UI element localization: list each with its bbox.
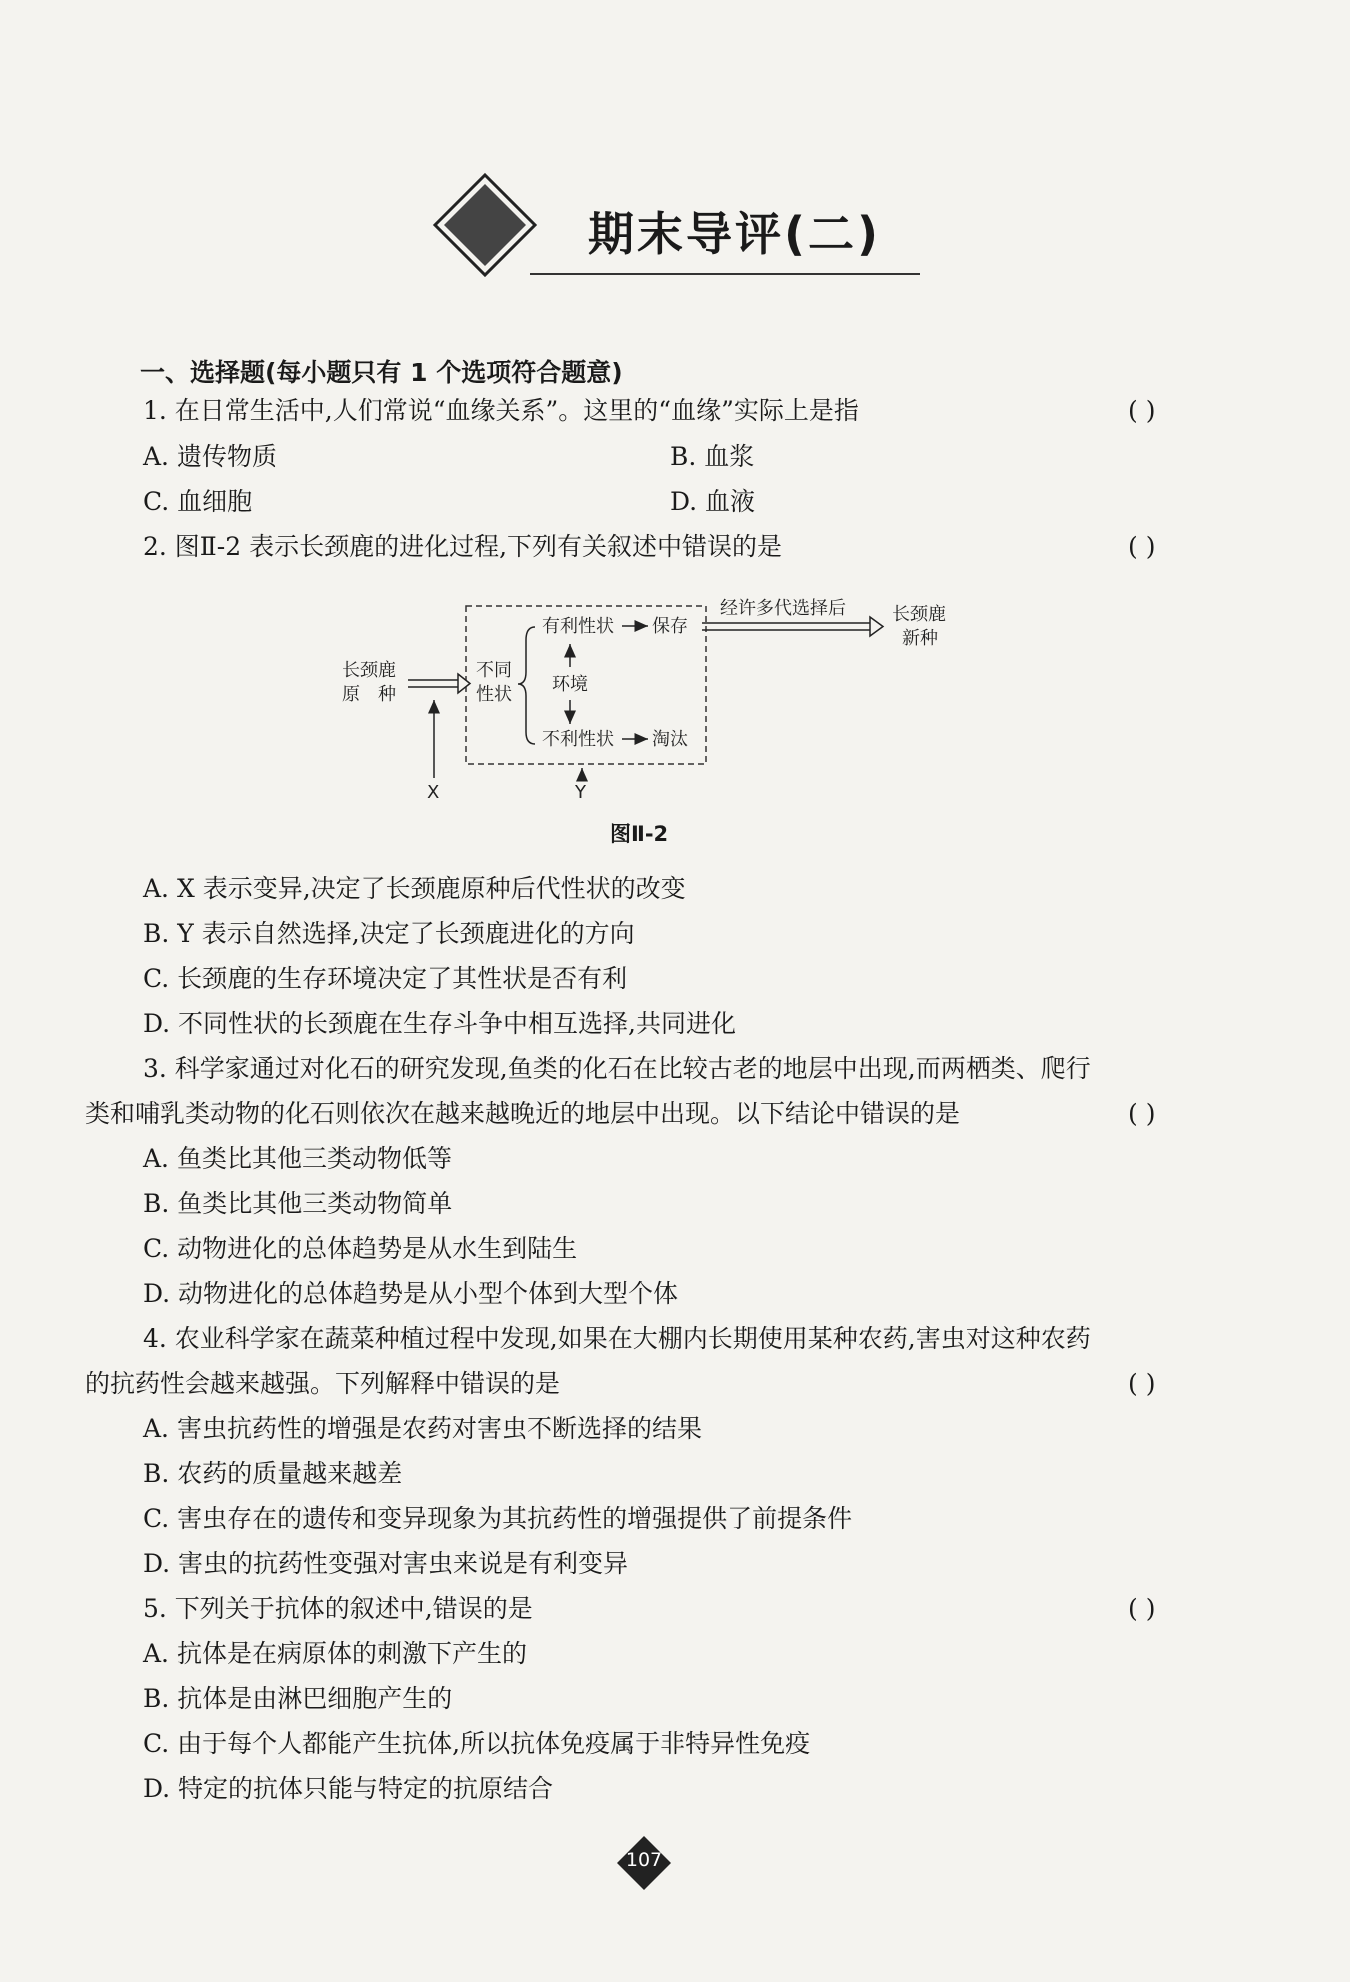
answer-bracket: ( ) bbox=[1128, 1594, 1156, 1623]
diff-label-2: 性状 bbox=[476, 684, 512, 705]
page-number-badge bbox=[616, 1835, 672, 1891]
new-species-label-2: 新种 bbox=[902, 628, 938, 649]
unfavorable-label: 不利性状 bbox=[542, 729, 614, 750]
keep-label: 保存 bbox=[652, 616, 688, 637]
q4-option-b: B. 农药的质量越来越差 bbox=[143, 1459, 403, 1488]
question-4-stem-line-2: 的抗药性会越来越强。下列解释中错误的是 bbox=[85, 1369, 561, 1398]
q5-option-d: D. 特定的抗体只能与特定的抗原结合 bbox=[143, 1774, 554, 1803]
answer-bracket: ( ) bbox=[1128, 1369, 1156, 1398]
q2-option-c: C. 长颈鹿的生存环境决定了其性状是否有利 bbox=[143, 964, 628, 993]
q1-option-c: C. 血细胞 bbox=[143, 487, 253, 516]
q5-option-a: A. 抗体是在病原体的刺激下产生的 bbox=[143, 1639, 527, 1668]
q2-option-a: A. X 表示变异,决定了长颈鹿原种后代性状的改变 bbox=[143, 874, 686, 903]
answer-bracket: ( ) bbox=[1128, 1099, 1156, 1128]
environment-label: 环境 bbox=[552, 674, 588, 695]
q3-option-b: B. 鱼类比其他三类动物简单 bbox=[143, 1189, 453, 1218]
q3-option-a: A. 鱼类比其他三类动物低等 bbox=[143, 1144, 452, 1173]
figure-caption: 图Ⅱ-2 bbox=[610, 822, 669, 846]
q3-option-d: D. 动物进化的总体趋势是从小型个体到大型个体 bbox=[143, 1279, 679, 1308]
q4-option-a: A. 害虫抗药性的增强是农药对害虫不断选择的结果 bbox=[143, 1414, 702, 1443]
x-label: X bbox=[427, 782, 440, 803]
question-3-stem-line-2: 类和哺乳类动物的化石则依次在越来越晚近的地层中出现。以下结论中错误的是 bbox=[85, 1099, 961, 1128]
q5-option-b: B. 抗体是由淋巴细胞产生的 bbox=[143, 1684, 453, 1713]
new-species-label-1: 长颈鹿 bbox=[892, 604, 946, 625]
q4-option-c: C. 害虫存在的遗传和变异现象为其抗药性的增强提供了前提条件 bbox=[143, 1504, 853, 1533]
chapter-header bbox=[430, 170, 920, 285]
q2-option-b: B. Y 表示自然选择,决定了长颈鹿进化的方向 bbox=[143, 919, 635, 948]
q1-option-a: A. 遗传物质 bbox=[143, 442, 277, 471]
q4-option-d: D. 害虫的抗药性变强对害虫来说是有利变异 bbox=[143, 1549, 629, 1578]
question-2-stem: 2. 图Ⅱ-2 表示长颈鹿的进化过程,下列有关叙述中错误的是 bbox=[143, 532, 783, 561]
q2-option-d: D. 不同性状的长颈鹿在生存斗争中相互选择,共同进化 bbox=[143, 1009, 736, 1038]
q5-option-c: C. 由于每个人都能产生抗体,所以抗体免疫属于非特异性免疫 bbox=[143, 1729, 811, 1758]
question-3-stem-line-1: 3. 科学家通过对化石的研究发现,鱼类的化石在比较古老的地层中出现,而两栖类、爬行 bbox=[143, 1054, 1091, 1083]
q1-option-d: D. 血液 bbox=[670, 487, 756, 516]
eliminate-label: 淘汰 bbox=[652, 729, 688, 750]
favorable-label: 有利性状 bbox=[542, 616, 614, 637]
diff-label-1: 不同 bbox=[476, 660, 512, 681]
question-5-stem: 5. 下列关于抗体的叙述中,错误的是 bbox=[143, 1594, 533, 1623]
page-title: 期末导评(二) bbox=[588, 207, 882, 261]
question-4-stem-line-1: 4. 农业科学家在蔬菜种植过程中发现,如果在大棚内长期使用某种农药,害虫对这种农药 bbox=[143, 1324, 1091, 1353]
page-number: 107 bbox=[625, 1849, 663, 1871]
q1-option-b: B. 血浆 bbox=[670, 442, 755, 471]
origin-label-1: 长颈鹿 bbox=[342, 660, 396, 681]
evolution-diagram-svg bbox=[330, 592, 980, 807]
answer-bracket: ( ) bbox=[1128, 532, 1156, 561]
origin-label-2: 原 种 bbox=[342, 684, 396, 705]
evolution-diagram bbox=[330, 592, 980, 807]
answer-bracket: ( ) bbox=[1128, 396, 1156, 425]
question-1-stem: 1. 在日常生活中,人们常说“血缘关系”。这里的“血缘”实际上是指 bbox=[143, 396, 859, 425]
q3-option-c: C. 动物进化的总体趋势是从水生到陆生 bbox=[143, 1234, 578, 1263]
generations-label: 经许多代选择后 bbox=[720, 598, 846, 619]
section-title: 一、选择题(每小题只有 1 个选项符合题意) bbox=[140, 358, 623, 387]
y-label: Y bbox=[575, 782, 586, 803]
